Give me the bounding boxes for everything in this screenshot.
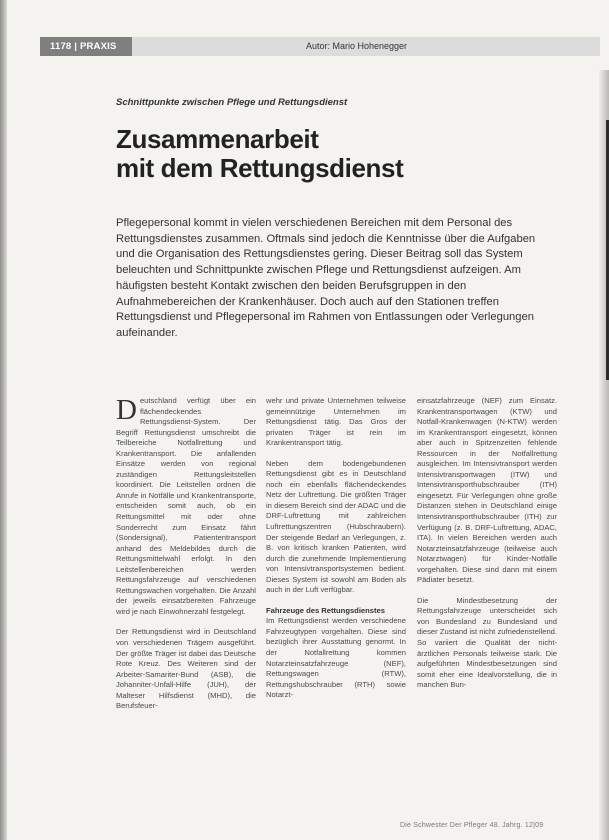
body-paragraph: Die Mindestbesetzung der Rettungsfahrzeuge unterscheidet sich von Bundesland zu Bundesland und dieser Zustand ist nicht zufriedenstellend. So variiert die Qualität der nicht-ärztlichen Personals teilweise stark. Die aufgeführten Mindestbesetzungen sind somit eher eine Idealvorstellung, die in manchen Bun- — [417, 595, 557, 690]
section-badge: 1178 | PRAXIS — [40, 37, 132, 56]
body-paragraph: Im Rettungsdienst werden verschiedene Fahrzeugtypen vorgehalten. Diese sind bezüglich ihrer Ausstattung genormt. In der Notfallrettung kommen Notarzteinsatzfahrzeuge (NEF), Rettungswagen (RTW), Rettungshubschrauber (RTH) sowie Notarzt- — [266, 616, 406, 700]
paragraph-text: eutschland verfügt über ein flächendeckendes Rettungsdienst-System. Der Begriff Rettungsdienst umschreibt die Teilbereiche Notfallrettung und Krankentransport. Die anfallenden Einsätze werden von regional zuständigen Rettungsleitstellen koordiniert. Die Leitstellen ordnen die Anrufe in Notfälle und Krankentransporte, entscheiden somit auch, ob ein Rettungsmittel mit oder ohne Sonderrecht zum Einsatz fährt (Sondersignal), Patiententransport anhand des Meldebildes durch die Rettungsmittelwahl erfolgt. In den Leitstellenbereichen werden Rettungsfahrzeuge auf verschiedenen Rettungswachen vorgehalten. Die Anzahl der jeweils einsatzbereiten Fahrzeuge wird je nach Einwohnerzahl festgelegt. — [116, 396, 256, 616]
body-paragraph — [116, 396, 256, 617]
author-line: Autor: Mario Hohenegger — [306, 41, 408, 51]
body-column-3 — [417, 396, 557, 701]
body-column-1 — [116, 396, 256, 722]
body-paragraph: Neben dem bodengebundenen Rettungsdienst gibt es in Deutschland noch ein ebenfalls flächendeckendes Netz der Luftrettung. Die größten Träger in diesem Bereich sind der ADAC und die DRF-Luftrettung mit zahlreichen Luftrettungszentren (Hubschraubern). Der steigende Bedarf an Verlegungen, z. B. von kritisch kranken Patienten, wird durch die zunehmende Implementierung von Intensivtransportsystemen bedient. Dieses System ist sowohl am Boden als auch in der Luft verfügbar. — [266, 458, 406, 595]
body-paragraph: einsatzfahrzeuge (NEF) zum Einsatz. Krankentransportwagen (KTW) und Notfall-Krankenwagen (N-KTW) werden im Krankentransport eingesetzt, können aber auch in Spitzenzeiten fehlende Ressourcen in der Notfallrettung ausgleichen. Im Intensivtransport werden Intensivtransportwagen (ITW) und Intensivtransporthubschrauber (ITH) eingesetzt. Für Verlegungen ohne große Distanzen stehen in Deutschland einige Intensivtransporthubschrauber (ITH) zur Verfügung (z. B. DRF-Luftrettung, ADAC, ITA). In vielen Bereichen werden auch Notarzteinsatzfahrzeuge (teilweise auch Notarztwagen) für Kinder-Notfälle vorgehalten. Diese sind dann mit einem Pädiater besetzt. — [417, 396, 557, 585]
article-title — [116, 125, 403, 183]
page-footer: Die Schwester Der Pfleger 48. Jahrg. 12|09 — [400, 822, 544, 829]
title-line-2: mit dem Rettungsdienst — [116, 153, 404, 183]
drop-cap: D — [116, 394, 137, 426]
lead-paragraph: Pflegepersonal kommt in vielen verschiedenen Bereichen mit dem Personal des Rettungsdienstes zusammen. Oftmals sind jedoch die Kenntnisse über die Aufgaben und die Organisation des Rettungsdienstes gering. Dieser Beitrag soll das System beleuchten und Schnittpunkte zwischen Pflege und Rettungsdienst aufzeigen. Am häufigsten besteht Kontakt zwischen den beiden Berufsgruppen in den Aufnahmebereichen der Krankenhäuser. Doch auch auf den Stationen treffen Rettungsdienst und Pflegepersonal im Rahmen von Entlassungen oder Verlegungen aufeinander. — [116, 217, 536, 339]
body-column-2 — [266, 396, 406, 711]
body-columns — [116, 396, 569, 816]
scan-edge-left — [0, 0, 7, 840]
body-paragraph: wehr und private Unternehmen teilweise gemeinnützige Unternehmen im Rettungsdienst tätig. Das Gros der privaten Träger ist rein im Krankentransport tätig. — [266, 396, 406, 448]
running-header — [40, 37, 600, 56]
article-kicker: Schnittpunkte zwischen Pflege und Rettungsdienst — [116, 97, 348, 108]
section-subheading: Fahrzeuge des Rettungsdienstes — [266, 605, 385, 615]
body-paragraph: Der Rettungsdienst wird in Deutschland von verschiedenen Trägern ausgeführt. Der größte Träger ist dabei das Deutsche Rote Kreuz. Des Weiteren sind der Arbeiter-Samariter-Bund (ASB), die Johanniter-Unfall-Hilfe (JUH), der Malteser Hilfsdienst (MHD), die Berufsfeuer- — [116, 627, 256, 711]
title-line-1: Zusammenarbeit — [116, 124, 319, 154]
